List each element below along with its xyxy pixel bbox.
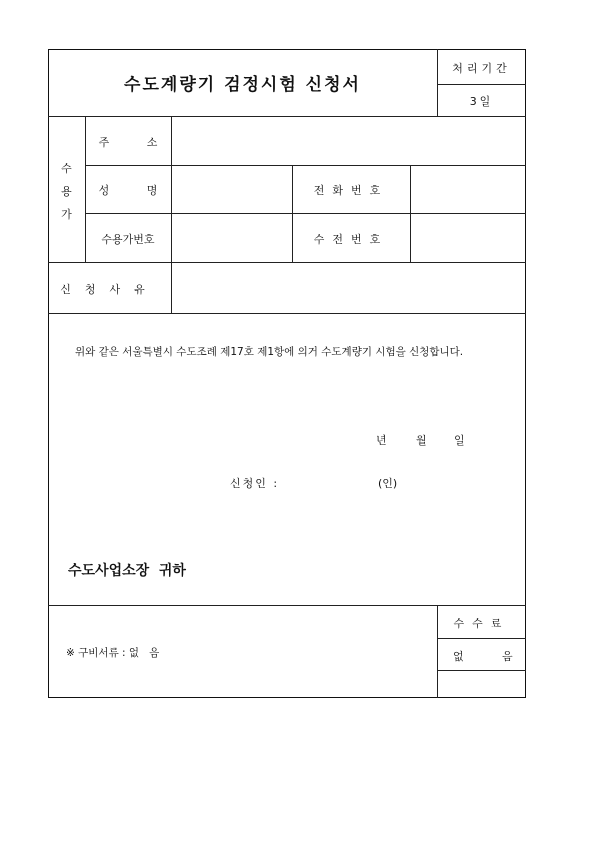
fee-value: 없	[453, 650, 464, 663]
phone-label: 전화번호	[313, 184, 389, 197]
divider	[410, 165, 411, 262]
side-label-char: 가	[61, 208, 72, 221]
date-day-label: 일	[454, 434, 465, 447]
processing-period-value: 3일	[469, 95, 494, 108]
divider	[437, 84, 526, 85]
divider	[48, 313, 526, 314]
applicant-signature-label: 신청인 :	[230, 477, 280, 490]
processing-period-label: 처리기간	[452, 62, 511, 75]
form-title: 수도계량기 검정시험 신청서	[124, 75, 361, 95]
divider	[48, 605, 526, 606]
fee-label: 수수료	[453, 617, 510, 630]
divider	[437, 638, 526, 639]
side-label-char: 수	[61, 162, 72, 175]
divider	[48, 116, 526, 117]
name-label: 성 명	[98, 184, 158, 197]
meter-number-label: 수전번호	[313, 233, 389, 246]
address-label: 주 소	[98, 136, 158, 149]
divider	[85, 165, 526, 166]
divider	[292, 165, 293, 262]
date-year-label: 년	[376, 434, 387, 447]
recipient: 수도사업소장 귀하	[68, 563, 186, 579]
seal-label: (인)	[378, 477, 398, 490]
customer-number-label: 수용가번호	[101, 233, 155, 246]
reason-label: 신청사유	[60, 283, 159, 296]
declaration-statement: 위와 같은 서울특별시 수도조례 제17호 제1항에 의거 수도계량기 시험을 신청합니다.	[75, 346, 464, 358]
date-month-label: 월	[416, 434, 427, 447]
side-label-char: 용	[61, 185, 72, 198]
divider	[48, 262, 526, 263]
divider	[437, 670, 526, 671]
divider	[85, 213, 526, 214]
required-documents-note: ※ 구비서류 : 없 음	[66, 647, 160, 659]
fee-value: 음	[502, 650, 513, 663]
divider	[171, 116, 172, 313]
